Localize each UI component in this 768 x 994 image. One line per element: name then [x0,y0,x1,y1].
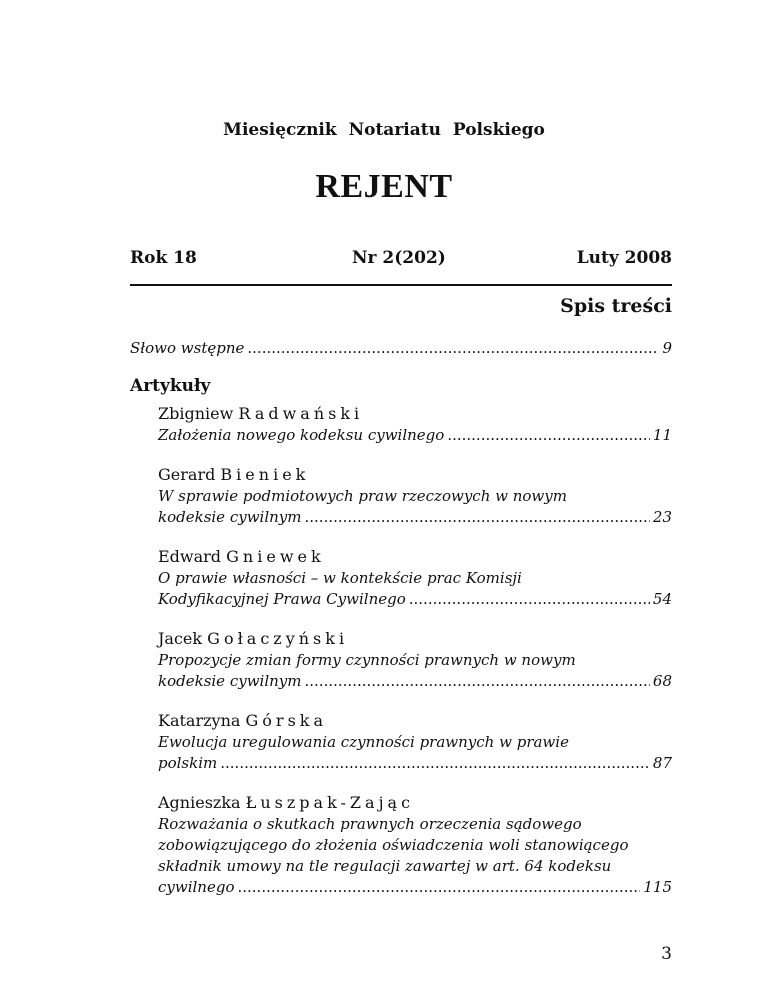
article-author [158,710,672,732]
article-title-text: kodeksie cywilnym [158,508,302,526]
article-page: 68 [652,672,672,690]
dot-leader [305,671,650,692]
author-surname: Gniewek [226,547,325,566]
article-author [158,792,672,814]
issue-year: Rok 18 [130,248,197,268]
author-surname: Łuszpak-Zając [245,793,415,812]
issue-info [130,248,672,272]
dot-leader [409,589,650,610]
dot-leader [305,507,650,528]
article-title-text: kodeksie cywilnym [158,672,302,690]
article-title-line: Propozycje zmian formy czynności prawnych w nowym [158,651,576,669]
author-first-name: Jacek [158,629,203,648]
author-first-name: Gerard [158,465,216,484]
article-author [158,403,672,425]
author-first-name: Agnieszka [158,793,241,812]
article-title-final-line [158,671,672,692]
header-divider [130,284,672,286]
author-surname: Gołaczyński [207,629,349,648]
table-of-contents [130,338,672,916]
dot-leader [220,753,650,774]
page-number: 3 [661,944,672,964]
author-first-name: Katarzyna [158,711,241,730]
article-title-text: Założenia nowego kodeksu cywilnego [158,426,445,444]
article-author [158,546,672,568]
dot-leader [447,425,650,446]
article-page: 23 [652,508,672,526]
article-author [158,628,672,650]
article-title-line: składnik umowy na tle regulacji zawartej w art. 64 kodeksu [158,857,612,875]
author-first-name: Edward [158,547,222,566]
toc-entry-article[interactable] [158,464,672,528]
toc-entry-article[interactable] [158,628,672,692]
foreword-title: Słowo wstępne [130,339,245,357]
article-list [130,403,672,898]
author-surname: Radwański [238,404,364,423]
article-author [158,464,672,486]
article-title-text: cywilnego [158,878,235,896]
article-title-line: O prawie własności – w kontekście prac Komisji [158,569,522,587]
article-title-line: Rozważania o skutkach prawnych orzeczenia sądowego [158,815,582,833]
author-surname: Bieniek [220,465,310,484]
section-heading-articles: Artykuły [130,376,211,396]
toc-entry-article[interactable] [158,710,672,774]
article-title-text: polskim [158,754,218,772]
toc-entry-article[interactable] [158,546,672,610]
article-title-final-line [158,589,672,610]
author-first-name: Zbigniew [158,404,234,423]
toc-heading: Spis treści [560,295,672,317]
article-title-line: W sprawie podmiotowych praw rzeczowych w nowym [158,487,567,505]
author-surname: Górska [245,711,328,730]
journal-title: REJENT [315,168,453,205]
article-page: 115 [643,878,672,896]
toc-entry-article[interactable] [158,792,672,898]
article-title-line: Ewolucja uregulowania czynności prawnych w prawie [158,733,569,751]
article-page: 54 [652,590,672,608]
toc-entry-foreword[interactable] [130,338,672,359]
dot-leader [237,877,640,898]
toc-entry-article[interactable] [158,403,672,446]
issue-number: Nr 2(202) [352,248,446,268]
article-title-final-line [158,877,672,898]
article-title-line: zobowiązującego do złożenia oświadczenia woli stanowiącego [158,836,629,854]
foreword-page: 9 [662,339,672,357]
article-page: 11 [652,426,672,444]
article-title-text: Kodyfikacyjnej Prawa Cywilnego [158,590,406,608]
article-title-final-line [158,753,672,774]
article-page: 87 [652,754,672,772]
journal-name: Miesięcznik Notariatu Polskiego [223,120,545,140]
article-title-final-line [158,425,672,446]
article-title-final-line [158,507,672,528]
dot-leader [247,338,659,359]
issue-date: Luty 2008 [576,248,672,268]
